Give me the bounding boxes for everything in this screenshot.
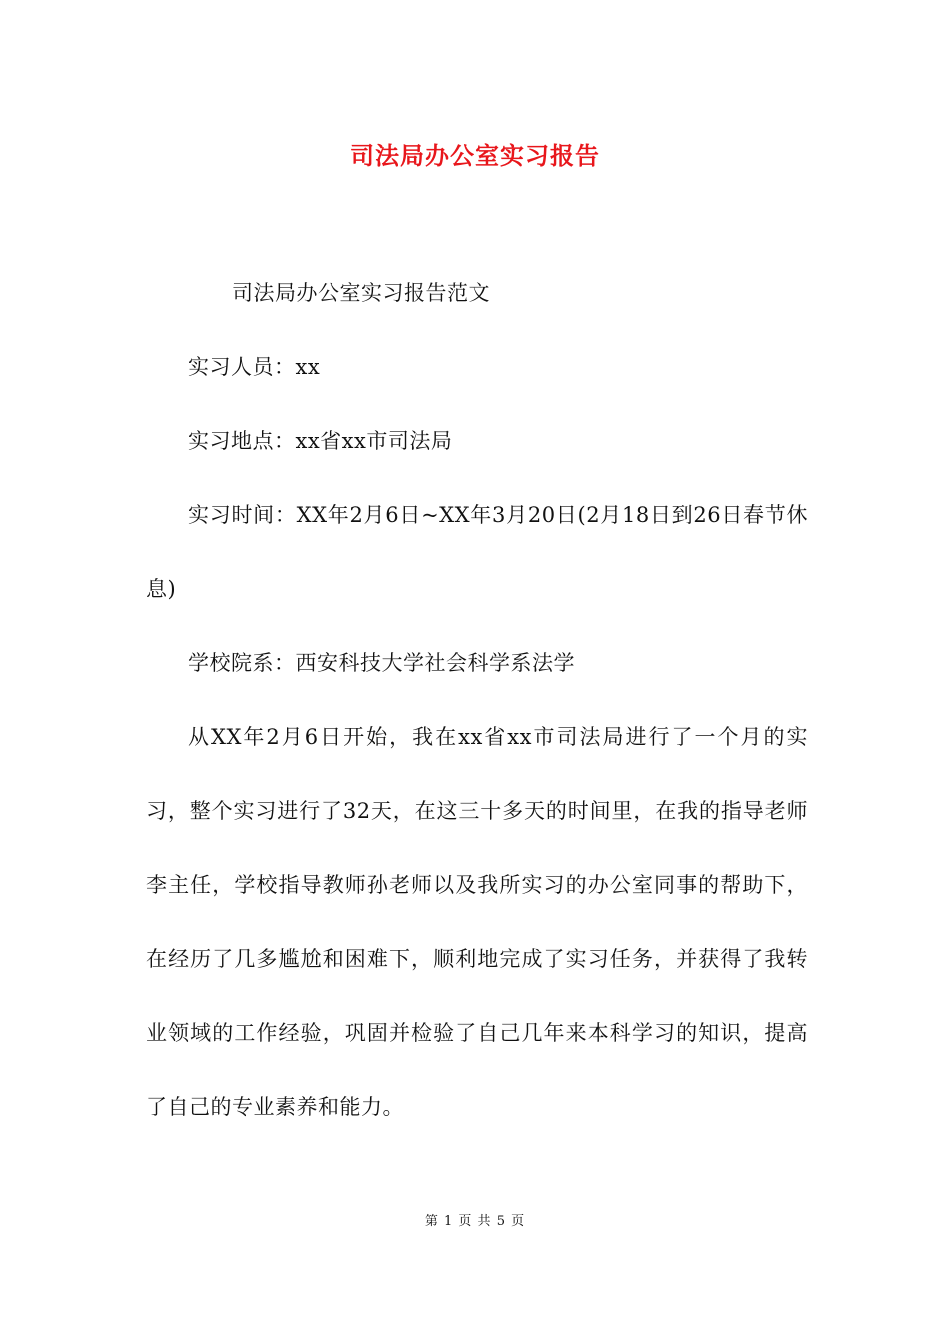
- field-time-label: 实习时间：: [188, 503, 297, 527]
- field-time-value: XX年2月6日~XX年3月20日(2月18日到26日春节休息): [146, 503, 809, 601]
- field-intern-value: xx: [295, 355, 321, 379]
- document-body: [146, 256, 808, 1144]
- field-school-value: 西安科技大学社会科学系法学: [295, 651, 575, 675]
- field-time: [146, 478, 808, 626]
- field-intern-label: 实习人员：: [188, 355, 296, 379]
- field-location-label: 实习地点：: [188, 429, 296, 453]
- document-subtitle: 司法局办公室实习报告范文: [232, 281, 490, 305]
- field-location-value: xx省xx市司法局: [295, 429, 453, 453]
- field-intern: [146, 330, 808, 404]
- page-footer: 第 1 页 共 5 页: [424, 1214, 526, 1229]
- field-school: [146, 626, 808, 700]
- document-title: 司法局办公室实习报告: [350, 141, 600, 170]
- field-school-label: 学校院系：: [188, 651, 296, 675]
- field-location: [146, 404, 808, 478]
- body-paragraph: 从XX年2月6日开始，我在xx省xx市司法局进行了一个月的实习，整个实习进行了32天，在这三十多天的时间里，在我的指导老师李主任，学校指导教师孙老师以及我所实习的办公室同事的帮助下，在经历了几多尴尬和困难下，顺利地完成了实习任务，并获得了我转业领域的工作经验，巩固并检验了自己几年来本科学习的知识，提高了自己的专业素养和能力。: [146, 725, 808, 1119]
